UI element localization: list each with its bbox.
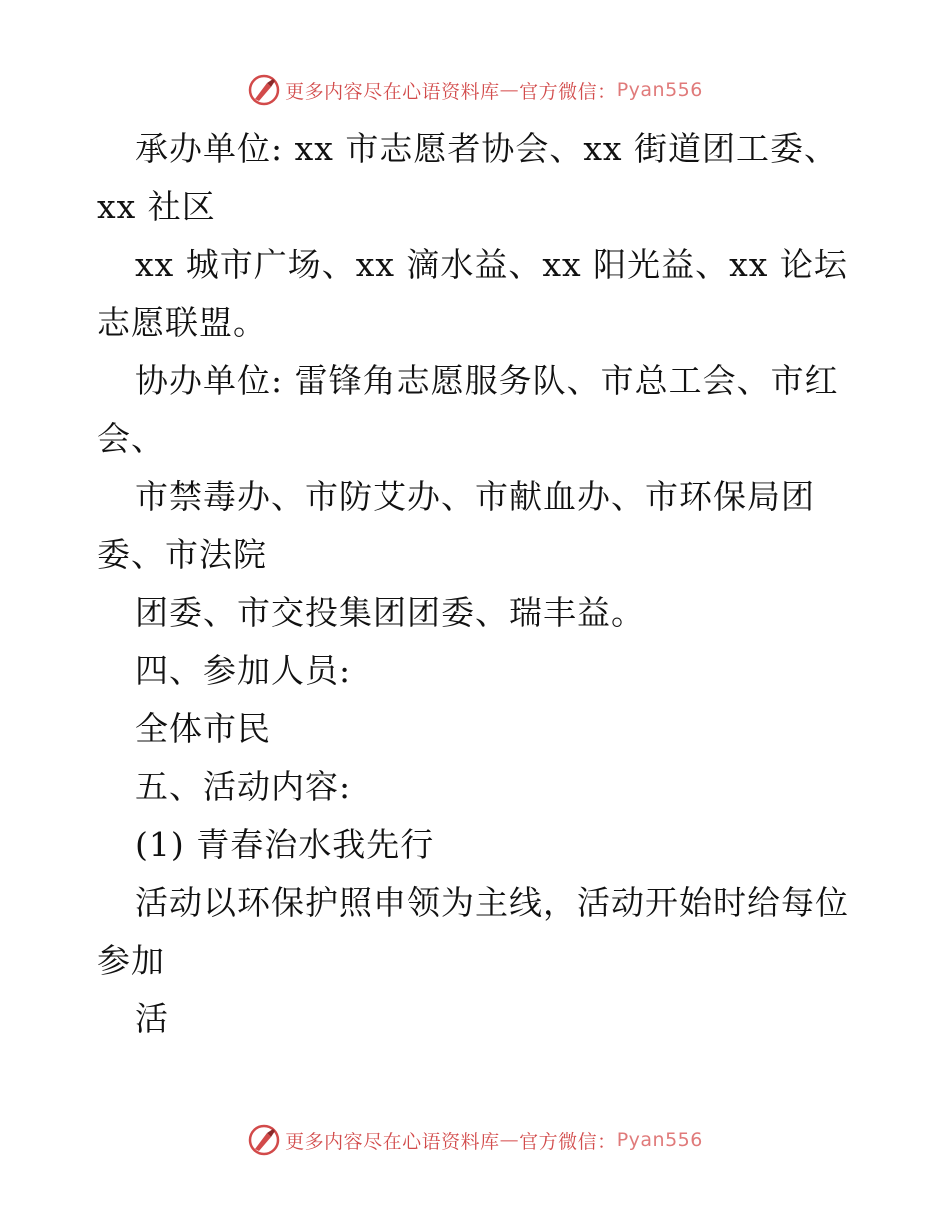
header-watermark [0, 70, 950, 110]
subsection-heading: (1) 青春治水我先行 [135, 825, 435, 864]
text-line: xx 城市广场、xx 滴水益、xx 阳光益、xx 论坛 [135, 245, 848, 284]
text-line: 参加 [97, 941, 165, 980]
document-body [97, 120, 857, 1048]
text-line: 志愿联盟。 [97, 303, 267, 342]
text-line: 活 [135, 999, 169, 1038]
watermark-main-text: 更多内容尽在心语资料库 [285, 1130, 500, 1153]
text-line: 承办单位: xx 市志愿者协会、xx 街道团工委、 [135, 129, 839, 168]
section-heading: 四、参加人员: [135, 651, 352, 690]
watermark-wechat-label: 官方微信： [519, 1130, 617, 1153]
text-line: xx 社区 [97, 187, 216, 226]
watermark-main-text: 更多内容尽在心语资料库 [285, 80, 500, 103]
text-line: 协办单位: 雷锋角志愿服务队、市总工会、市红 [135, 361, 839, 400]
pen-nib-circle-icon [247, 1123, 281, 1157]
text-line: 市禁毒办、市防艾办、市献血办、市环保局团 [135, 477, 815, 516]
watermark-wechat-label: 官方微信： [519, 80, 617, 103]
watermark-separator: — [499, 1129, 520, 1151]
watermark-separator: — [499, 79, 520, 101]
section-heading: 五、活动内容: [135, 767, 352, 806]
text-line: 活动以环保护照申领为主线，活动开始时给每位 [135, 883, 849, 922]
watermark-wechat-id: Pyan556 [616, 79, 703, 101]
watermark-wechat-id: Pyan556 [616, 1129, 703, 1151]
pen-nib-circle-icon [247, 73, 281, 107]
text-line: 团委、市交投集团团委、瑞丰益。 [135, 593, 645, 632]
text-line: 会、 [97, 419, 165, 458]
footer-watermark [0, 1120, 950, 1160]
text-line: 全体市民 [135, 709, 271, 748]
text-line: 委、市法院 [97, 535, 267, 574]
